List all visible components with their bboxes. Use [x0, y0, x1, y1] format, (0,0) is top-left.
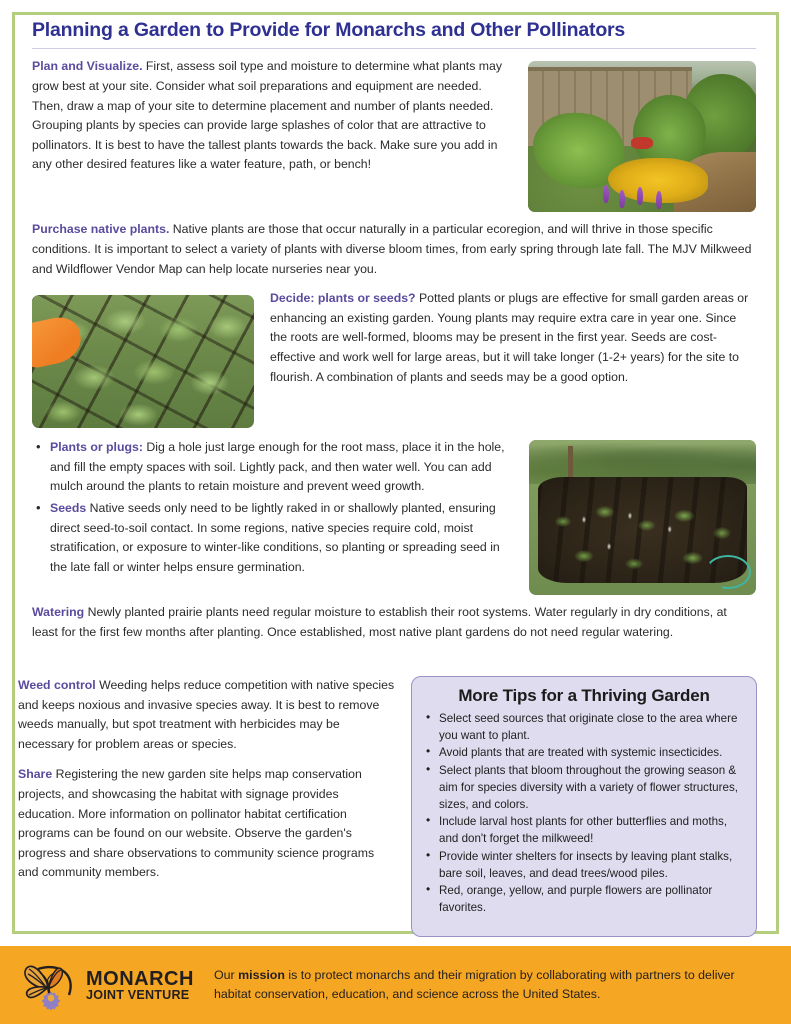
tips-list-item: • Provide winter shelters for insects by leaving plant stalks, bare soil, leaves, and dead trees/wood piles.: [424, 848, 744, 882]
planting-method-list: [32, 438, 756, 577]
logo-wordmark: [86, 969, 194, 1002]
paragraph-body: Registering the new garden site helps map conservation projects, and showcasing the habitat with signage provides education. More information on pollinator habitat certification programs can be found on our website. Observe the garden's progress and share observations to community science programs and community members.: [18, 767, 375, 880]
tips-list-item: • Select plants that bloom throughout the growing season & aim for species diversity with a variety of flower structures, sizes, and colors.: [424, 762, 744, 814]
photo-seedlings: [32, 295, 254, 428]
tips-list-item: • Include larval host plants for other butterflies and moths, and don't forget the milkweed!: [424, 813, 744, 847]
paragraph-label: Decide: plants or seeds?: [270, 291, 416, 306]
list-item-body: Dig a hole just large enough for the root mass, place it in the hole, and fill the empty spaces with soil. Lightly pack, and then water well. You can add mulch around the plants to retain moisture and prevent weed growth.: [50, 440, 505, 494]
photo-purple-flower: [619, 190, 625, 208]
mission-text-bold: mission: [238, 968, 285, 982]
paragraph-weed-control: [18, 676, 396, 754]
monarch-butterfly-on-flower-icon: [22, 957, 80, 1013]
tips-list: [424, 710, 744, 916]
list-item-body: Native seeds only need to be lightly raked in or shallowly planted, ensuring direct seed-to-soil contact. In some regions, native species require cold, moist stratification, or exposure to winter-like conditions, so planting or spreading seed in the late fall or winter helps ensure germination.: [50, 501, 500, 574]
paragraph-body: Potted plants or plugs are effective for small garden areas or enhancing an existing garden. Young plants may require extra care in year one. Since the roots are well-formed, blooms may be present in the first year. Seeds are cost-effective and work well for large areas, but it will take longer (1-2+ years) for the site to flourish. A combination of plants and seeds may be a good option.: [270, 291, 749, 384]
list-item-label: Seeds: [50, 501, 87, 515]
monarch-joint-venture-logo: [0, 957, 200, 1013]
seedling-trays-photo: [32, 295, 254, 428]
tips-list-item: • Select seed sources that originate close to the area where you want to plant.: [424, 710, 744, 744]
list-item: [32, 499, 756, 577]
mission-text-post: is to protect monarchs and their migration by collaborating with partners to deliver habitat conservation, education, and science across the United States.: [214, 968, 735, 1001]
paragraph-body: Weeding helps reduce competition with native species and keeps noxious and invasive species away. It is best to remove weeds manually, but spot treatment with herbicides may be necessary for problem areas or species.: [18, 678, 395, 751]
photo-purple-flower: [656, 191, 662, 209]
paragraph-purchase-native-plants: [32, 220, 756, 279]
paragraph-body: Native plants are those that occur naturally in a particular ecoregion, and will thrive in those specific conditions. It is important to select a variety of plants with diverse bloom times, from early spring through late fall. The MJV Milkweed and Wildflower Vendor Map can help locate nurseries near you.: [32, 222, 752, 276]
page-title: Planning a Garden to Provide for Monarchs and Other Pollinators: [32, 19, 626, 41]
paragraph-watering: [32, 603, 756, 642]
mission-statement: [200, 966, 760, 1004]
tips-list-item: • Red, orange, yellow, and purple flowers are pollinator favorites.: [424, 882, 744, 916]
tips-list-item: • Avoid plants that are treated with systemic insecticides.: [424, 744, 744, 761]
paragraph-body: Newly planted prairie plants need regular moisture to establish their root systems. Water regularly in dry conditions, at least for the first few months after planting. Once established, most native plant gardens do not need regular watering.: [32, 605, 727, 639]
mission-text-pre: Our: [214, 968, 239, 982]
paragraph-label: Plan and Visualize.: [32, 59, 143, 74]
left-column: [18, 676, 396, 894]
paragraph-label: Share: [18, 767, 53, 782]
fence-top-rail: [528, 67, 692, 71]
tips-box-title: More Tips for a Thriving Garden: [458, 686, 710, 705]
photo-purple-flower: [603, 185, 609, 203]
paragraph-body: First, assess soil type and moisture to determine what plants may grow best at your site. Consider what soil preparations and equipment are needed. Then, draw a map of your site to determine placement and number of plants needed. Grouping plants by species can provide large splashes of color that are attractive to pollinators. It is best to have the tallest plants towards the back. Make sure you add in any other desired features like a water feature, path, or bench!: [32, 59, 502, 172]
paragraph-share: [18, 765, 396, 883]
logo-line-2: JOINT VENTURE: [86, 987, 190, 1002]
title-divider: [32, 48, 756, 49]
paragraph-label: Weed control: [18, 678, 96, 692]
more-tips-box: [411, 676, 757, 937]
footer-bar: [0, 946, 791, 1024]
photo-red-flowers: [631, 137, 653, 149]
paragraph-label: Purchase native plants.: [32, 222, 170, 237]
paragraph-label: Watering: [32, 605, 85, 620]
logo-line-1: MONARCH: [86, 967, 194, 990]
list-item: [32, 438, 756, 497]
garden-fence-photo: [528, 61, 756, 212]
list-item-label: Plants or plugs:: [50, 440, 143, 455]
